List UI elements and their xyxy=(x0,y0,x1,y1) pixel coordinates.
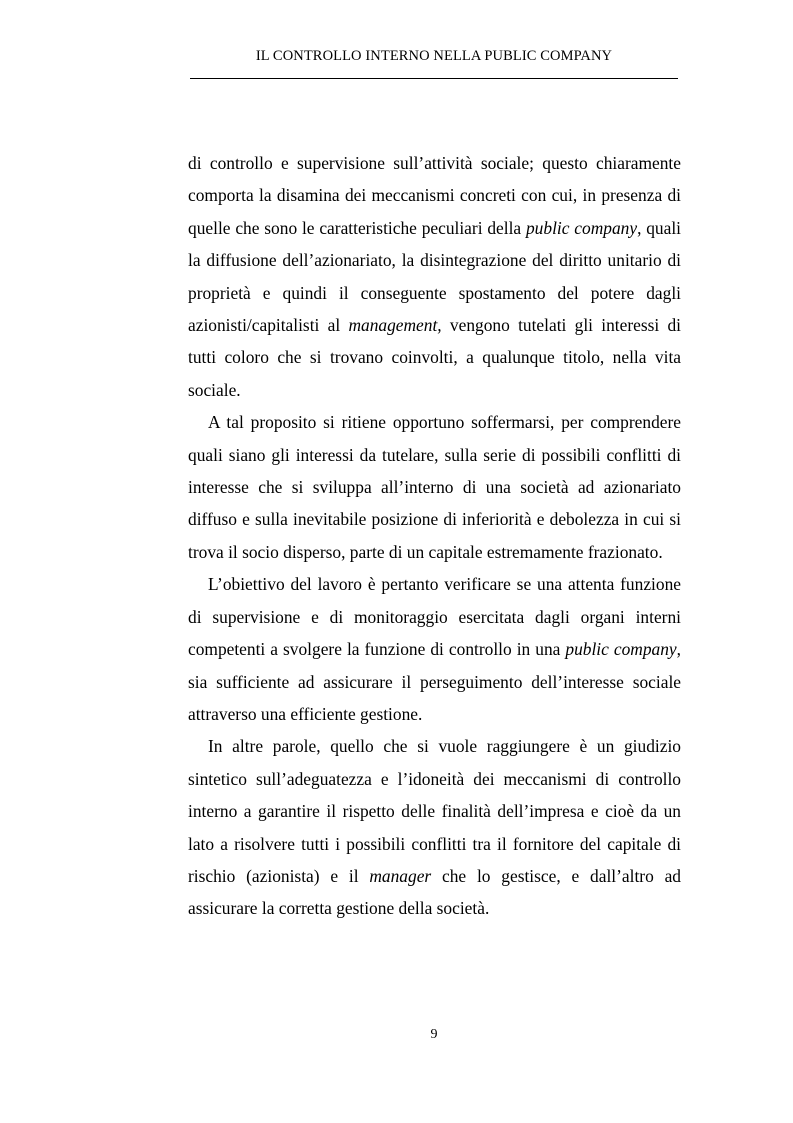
body-text xyxy=(188,147,681,925)
paragraph-2 xyxy=(188,406,681,568)
text-run: L’obiettivo del lavoro è pertanto verificare se una attenta funzione di supervisione e di monitoraggio esercitata dagli organi interni competenti a svolgere la funzione di controllo in una xyxy=(188,574,681,660)
header-rule xyxy=(190,78,678,79)
italic-run: management, xyxy=(348,315,442,336)
italic-run: manager xyxy=(369,865,432,886)
text-run: , quali la diffusione dell’azionariato, la disintegrazione del diritto unitario di proprietà e quindi il conseguente spostamento del potere dagli azionisti/capitalisti al xyxy=(188,217,682,336)
text-run: vengono tutelati gli interessi di tutti coloro che si trovano coinvolti, a qualunque titolo, nella vita sociale. xyxy=(188,315,681,400)
paragraph-3 xyxy=(188,568,681,730)
paragraph-4 xyxy=(188,730,681,924)
text-run: , sia sufficiente ad assicurare il perseguimento dell’interesse sociale attraverso una efficiente gestione. xyxy=(188,639,681,724)
text-run: che lo gestisce, e dall’altro ad assicurare la corretta gestione della società. xyxy=(188,865,681,919)
paragraph-1 xyxy=(188,147,681,406)
text-run: In altre parole, quello che si vuole raggiungere è un giudizio sintetico sull’adeguatezza e l’idoneità dei meccanismi di controllo interno a garantire il rispetto delle finalità dell’impresa e cioè da un lato a risolvere tutti i possibili conflitti tra il fornitore del capitale di rischio (azionista) e il xyxy=(188,736,681,886)
italic-run: public company xyxy=(525,217,638,238)
running-header-title: IL CONTROLLO INTERNO NELLA PUBLIC COMPANY xyxy=(255,48,613,64)
page-number: 9 xyxy=(430,1027,438,1042)
italic-run: public company xyxy=(565,639,677,660)
text-run: di controllo e supervisione sull’attività sociale; questo chiaramente comporta la disamina dei meccanismi concreti con cui, in presenza di quelle che sono le caratteristiche peculiari della xyxy=(188,153,681,238)
text-run: A tal proposito si ritiene opportuno soffermarsi, per comprendere quali siano gli interessi da tutelare, sulla serie di possibili conflitti di interesse che si sviluppa all’interno di una società ad azionariato diffuso e sulla inevitabile posizione di inferiorità e debolezza in cui si trova il socio disperso, parte di un capitale estremamente frazionato. xyxy=(188,412,681,562)
